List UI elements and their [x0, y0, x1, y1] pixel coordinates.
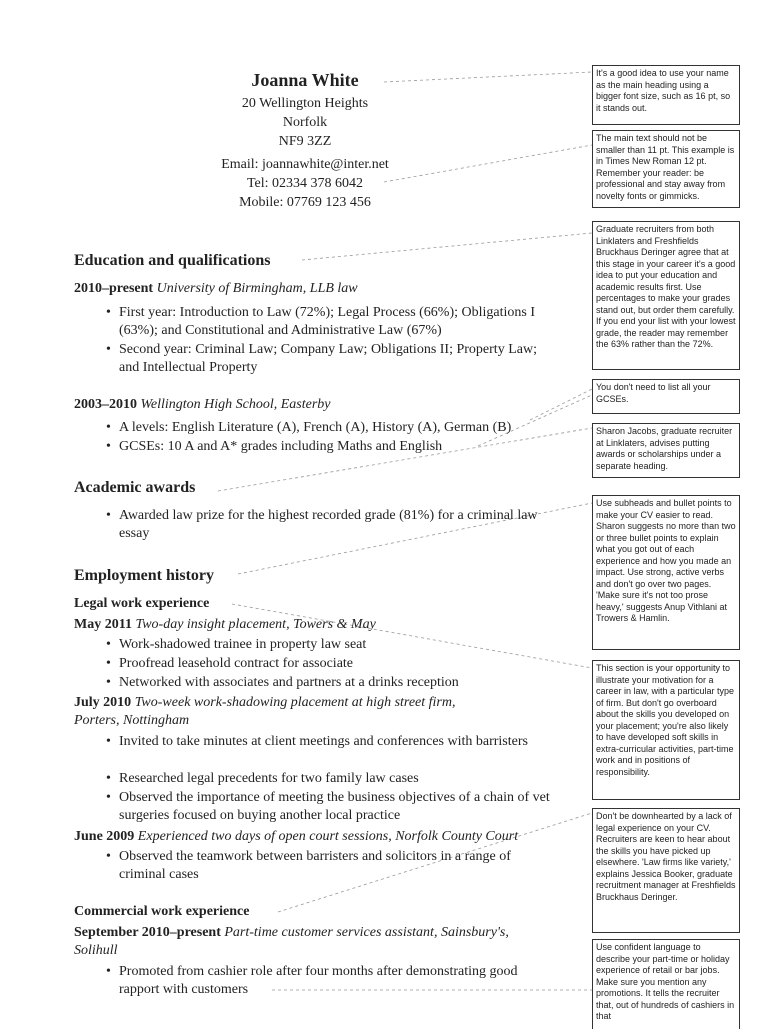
list-item: • A levels: English Literature (A), French (A), History (A), German (B) — [106, 419, 559, 437]
list-item: • Second year: Criminal Law; Company Law; Obligations II; Property Law; and Intellectual Property — [106, 341, 559, 377]
annotation-note: Don't be downhearted by a lack of legal experience on your CV. Recruiters are keen to hear about the skills you have picked up elsewhere. 'Law firms like variety,' explains Jessica Booker, graduate recruitment manager at Freshfields Bruckhaus Deringer. — [592, 808, 740, 933]
address-line: 20 Wellington Heights — [241, 96, 369, 111]
annotation-note: It's a good idea to use your name as the main heading using a bigger font size, such as 16 pt, so it stands out. — [592, 65, 740, 125]
job-header — [74, 617, 376, 633]
list-item: • Researched legal precedents for two family law cases — [106, 770, 559, 788]
commercial-work-subheading: Commercial work experience — [74, 904, 250, 919]
job-header — [74, 695, 455, 711]
tel-line: Tel: 02334 378 6042 — [246, 176, 364, 191]
job-header-continued — [74, 943, 118, 959]
list-item: • Awarded law prize for the highest recorded grade (81%) for a criminal law essay — [106, 507, 559, 543]
annotation-note: Use subheads and bullet points to make your CV easier to read. Sharon suggests no more than two or three bullet points to explain what you got out of each experience and how you made an impact. Use strong, active verbs and don't go over two pages. 'Make sure it's not too prose heavy,' suggests Anup Vithlani at Trowers & Hamlin. — [592, 495, 740, 650]
list-item: • First year: Introduction to Law (72%); Legal Process (66%); Obligations I (63%); and Constitutional and Administrative Law (67%) — [106, 304, 559, 340]
list-item: • Networked with associates and partners at a drinks reception — [106, 674, 559, 692]
awards-heading: Academic awards — [74, 479, 196, 496]
cv-name-heading: Joanna White — [251, 70, 359, 90]
job-header — [74, 925, 509, 941]
job-title: Porters, Nottingham — [74, 713, 190, 728]
job-title: Solihull — [74, 943, 118, 958]
annotation-note: Use confident language to describe your part-time or holiday experience of retail or bar jobs. Make sure you mention any promotions. It tells the recruiter that, out of hundreds of cashiers in that — [592, 939, 740, 1029]
annotation-note: You don't need to list all your GCSEs. — [592, 379, 740, 414]
list-item: • Work-shadowed trainee in property law seat — [106, 636, 559, 654]
education-entry-header — [74, 281, 358, 297]
list-item: • Observed the importance of meeting the business objectives of a chain of vet surgeries focused on buying another local practice — [106, 789, 559, 825]
job-header-continued — [74, 713, 189, 729]
education-heading: Education and qualifications — [74, 252, 271, 269]
leader-line — [384, 72, 592, 82]
job-title: Two-week work-shadowing placement at high street firm, — [134, 695, 456, 710]
email-line: Email: joannawhite@inter.net — [221, 157, 389, 172]
entry-dates: 2003–2010 — [74, 397, 137, 412]
job-dates: June 2009 — [74, 829, 135, 844]
leader-line — [302, 233, 592, 260]
entry-dates: 2010–present — [74, 281, 154, 296]
entry-place: University of Birmingham, LLB law — [156, 281, 358, 296]
list-item: • Observed the teamwork between barristers and solicitors in a range of criminal cases — [106, 848, 559, 884]
list-item: • Promoted from cashier role after four months after demonstrating good rapport with customers — [106, 963, 559, 999]
job-dates: September 2010–present — [74, 925, 221, 940]
entry-place: Wellington High School, Easterby — [140, 397, 331, 412]
mobile-line: Mobile: 07769 123 456 — [239, 195, 371, 210]
leader-line — [530, 389, 592, 420]
list-item: • GCSEs: 10 A and A* grades including Maths and English — [106, 438, 559, 456]
address-line: Norfolk — [282, 115, 328, 130]
list-item: • Invited to take minutes at client meetings and conferences with barristers — [106, 733, 559, 751]
job-header — [74, 829, 518, 845]
legal-work-subheading: Legal work experience — [74, 596, 210, 611]
annotation-note: This section is your opportunity to illustrate your motivation for a career in law, with a particular type of firm. But don't go overboard about the skills you developed on your placement; you're also likely to have developed soft skills in extra-curricular activities, part-time work and in positions of responsibility. — [592, 660, 740, 800]
job-title: Part-time customer services assistant, Sainsbury's, — [224, 925, 509, 940]
education-entry-header — [74, 397, 331, 413]
address-line: NF9 3ZZ — [278, 134, 332, 149]
annotation-note: The main text should not be smaller than 11 pt. This example is in Times New Roman 12 pt. Remember your reader: be professional and stay away from novelty fonts or gimmicks. — [592, 130, 740, 208]
job-dates: May 2011 — [74, 617, 132, 632]
employment-heading: Employment history — [74, 567, 214, 584]
list-item: • Proofread leasehold contract for associate — [106, 655, 559, 673]
annotation-note: Sharon Jacobs, graduate recruiter at Linklaters, advises putting awards or scholarships under a separate heading. — [592, 423, 740, 478]
job-title: Two-day insight placement, Towers & May — [135, 617, 376, 632]
job-dates: July 2010 — [74, 695, 132, 710]
job-title: Experienced two days of open court sessions, Norfolk County Court — [137, 829, 519, 844]
annotation-note: Graduate recruiters from both Linklaters and Freshfields Bruckhaus Deringer agree that at this stage in your career it's a good idea to put your education and academic results first. Use percentages to make your grades stand out, but order them carefully. If you end your list with your lowest grade, the reader may remember the 63% rather than the 72%. — [592, 221, 740, 370]
